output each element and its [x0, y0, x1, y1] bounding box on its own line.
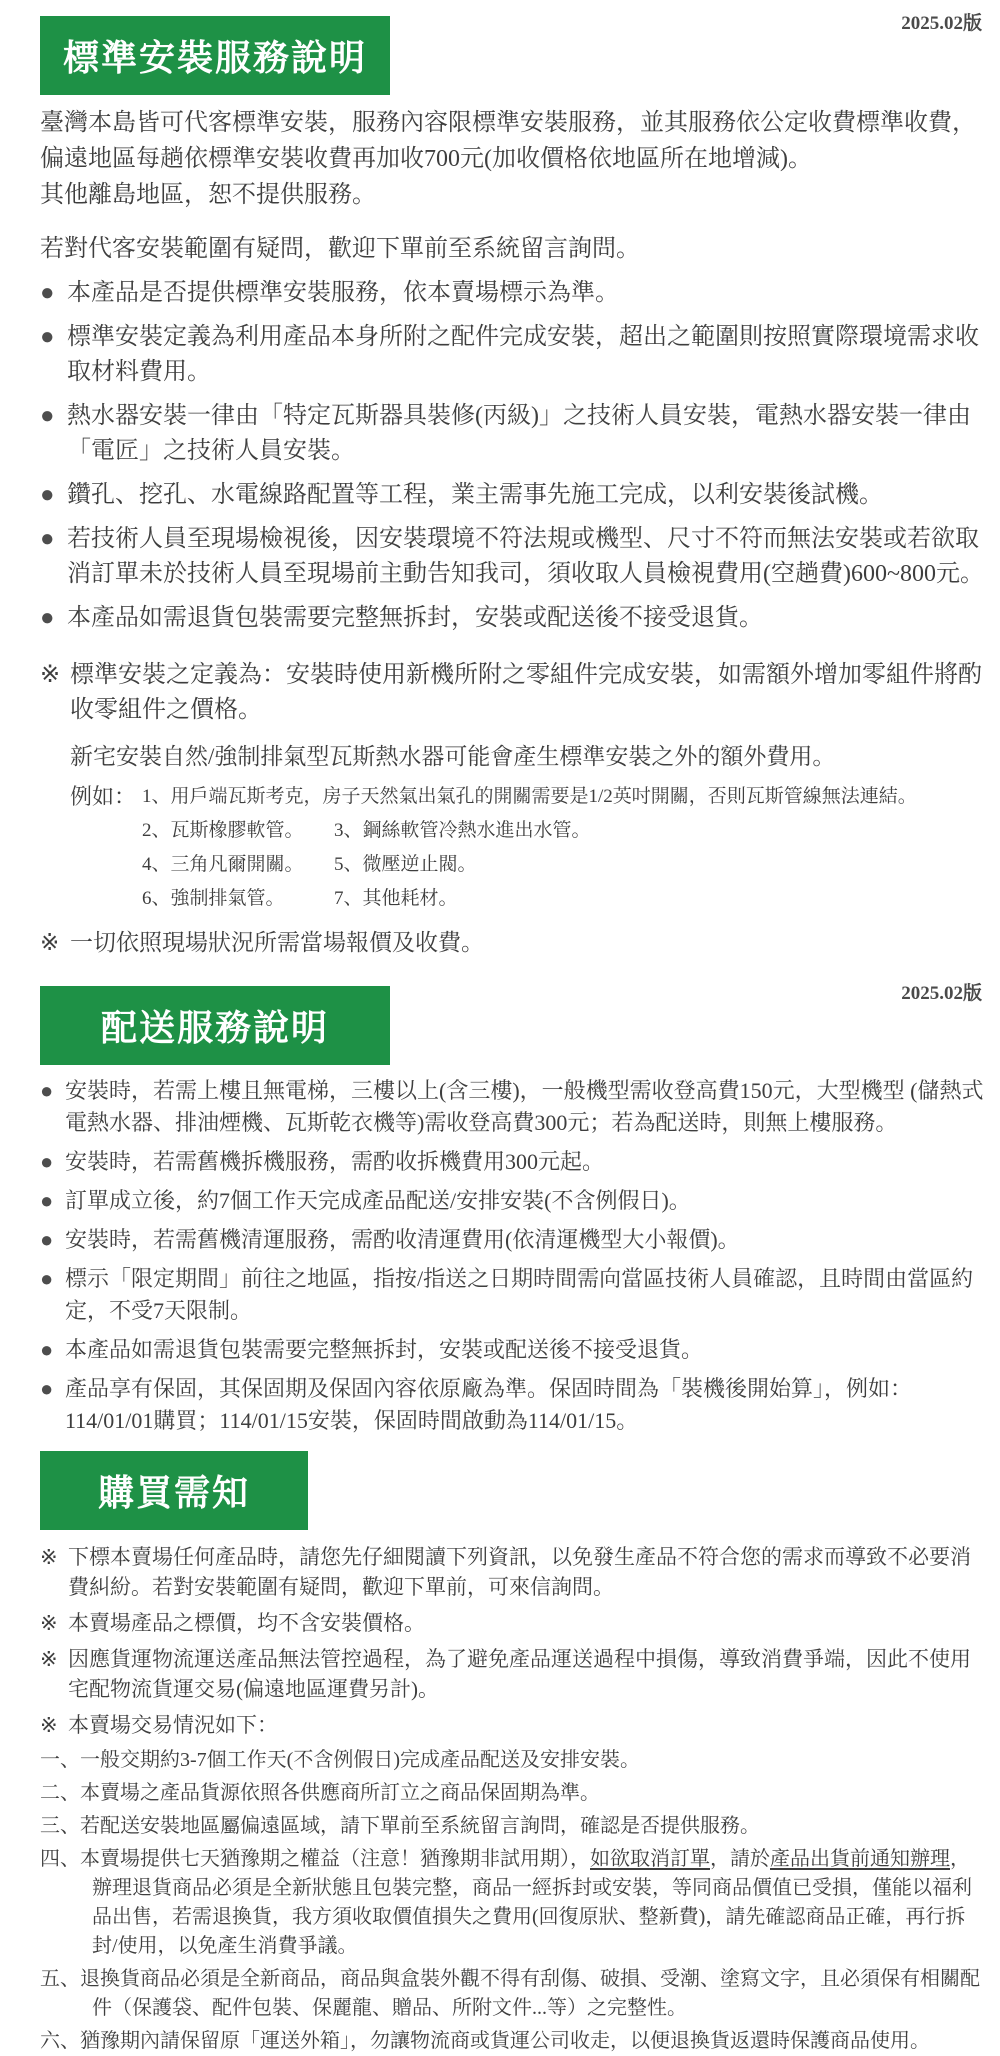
- list-item: [40, 1224, 986, 1256]
- item4-underlined-notify-before-ship: 產品出貨前通知辦理: [770, 1848, 950, 1870]
- section1-intro: [40, 105, 986, 213]
- numbered-item-5: 五、退換貨商品必須是全新商品，商品與盒裝外觀不得有刮傷、破損、受潮、塗寫文字，且必須保有相關配件（保護袋、配件包裝、保麗龍、贈品、所附文件...等）之完整性。: [40, 1968, 980, 2019]
- list-item: [40, 1075, 986, 1139]
- numbered-item-3: 三、若配送安裝地區屬偏遠區域，請下單前至系統留言詢問，確認是否提供服務。: [40, 1815, 760, 1837]
- bullet-text: 產品享有保固，其保固期及保固內容依原廠為準。保固時間為「裝機後開始算」，例如：114/01/01購買；114/01/15安裝，保固時間啟動為114/01/15。: [65, 1376, 913, 1433]
- list-item: [40, 478, 986, 513]
- numbered-item-1: 一、一般交期約3-7個工作天(不含例假日)完成產品配送及安排安裝。: [40, 1749, 640, 1771]
- bullet-icon: ●: [40, 280, 55, 306]
- bullet-text: 標準安裝定義為利用產品本身所附之配件完成安裝，超出之範圍則按照實際環境需求收取材料費用。: [67, 324, 979, 385]
- bullet-text: 本產品如需退貨包裝需要完整無拆封，安裝或配送後不接受退貨。: [67, 605, 763, 631]
- section2-bullet-list: [40, 1075, 986, 1437]
- bullet-text: 若技術人員至現場檢視後，因安裝環境不符法規或機型、尺寸不符而無法安裝或若欲取消訂單未於技術人員至現場前主動告知我司，須收取人員檢視費用(空趟費)600~800元。: [67, 526, 984, 587]
- example-item-1: 1、用戶端瓦斯考克，房子天然氣出氣孔的開關需要是1/2英吋開關，否則瓦斯管線無法連結。: [142, 786, 917, 807]
- list-item: [40, 1608, 986, 1638]
- bullet-icon: ●: [40, 324, 55, 350]
- bullet-icon: ●: [40, 403, 55, 429]
- example-item-4: 4、三角凡爾開關。: [142, 854, 304, 875]
- note-mark-icon: ※: [40, 1647, 58, 1671]
- section3-note-list: [40, 1542, 986, 1740]
- note-mark-icon: ※: [40, 1713, 58, 1737]
- note-text: 因應貨運物流運送產品無法管控過程，為了避免產品運送過程中損傷，導致消費爭端，因此不使用宅配物流貨運交易(偏遠地區運費另計)。: [68, 1647, 971, 1701]
- bullet-text: 鑽孔、挖孔、水電線路配置等工程，業主需事先施工完成，以利安裝後試機。: [67, 482, 883, 508]
- section3: [40, 1451, 986, 2056]
- example-item-2: 2、瓦斯橡膠軟管。: [142, 820, 304, 841]
- section1-bullet-list: [40, 276, 986, 636]
- section1-title: 標準安裝服務說明: [40, 16, 390, 95]
- section2-header: [40, 983, 986, 1065]
- note-mark-icon: ※: [40, 662, 61, 688]
- list-item: [40, 1644, 986, 1704]
- list-item: [40, 1542, 986, 1602]
- list-item: [40, 1710, 986, 1740]
- bullet-text: 安裝時，若需舊機拆機服務，需酌收拆機費用300元起。: [65, 1149, 605, 1174]
- bullet-text: 安裝時，若需舊機清運服務，需酌收清運費用(依清運機型大小報價)。: [65, 1227, 740, 1252]
- examples-block: [70, 782, 986, 914]
- list-item: [40, 1146, 986, 1178]
- bullet-icon: ●: [40, 1188, 54, 1213]
- bullet-text: 訂單成立後，約7個工作天完成產品配送/安排安裝(不含例假日)。: [65, 1188, 691, 1213]
- note-text: 一切依照現場狀況所需當場報價及收費。: [70, 930, 484, 955]
- numbered-item-6: 六、猶豫期內請保留原「運送外箱」，勿讓物流商或貨運公司收走，以便退換貨返還時保護商品使用。: [40, 2030, 930, 2052]
- bullet-text: 標示「限定期間」前往之地區，指按/指送之日期時間需向當區技術人員確認，且時間由當區約定，不受7天限制。: [65, 1266, 974, 1323]
- example-item-6: 6、強制排氣管。: [142, 888, 285, 909]
- note-newhouse: 新宅安裝自然/強制排氣型瓦斯熱水器可能會產生標準安裝之外的額外費用。: [70, 744, 836, 769]
- item4-text: 四、本賣場提供七天猶豫期之權益（注意！猶豫期非試用期），: [40, 1848, 590, 1870]
- example-item-5: 5、微壓逆止閥。: [334, 854, 477, 875]
- note-definition: [40, 658, 986, 728]
- item4-text: ，請於: [710, 1848, 770, 1870]
- item4-text: ，辦理退貨商品必須是全新狀態且包裝完整，商品一經拆封或安裝，等同商品價值已受損，僅能以福利品出售，若需退換貨，我方須收取價值損失之費用(回復原狀、整新費)，請先確認商品正確，再行拆封/使用，以免產生消費爭議。: [92, 1848, 972, 1957]
- bullet-icon: ●: [40, 526, 55, 552]
- bullet-icon: ●: [40, 1149, 54, 1174]
- section3-title: 購買需知: [40, 1451, 308, 1530]
- section2-version-label: 2025.02版: [901, 983, 982, 1004]
- section1-version-label: 2025.02版: [901, 13, 982, 34]
- note-text: 本賣場交易情況如下：: [68, 1713, 278, 1737]
- bullet-icon: ●: [40, 1376, 54, 1401]
- section1-header: [40, 13, 986, 95]
- list-item: [40, 320, 986, 390]
- section3-numbered-list: [40, 1746, 986, 2056]
- section2: [40, 983, 986, 1437]
- example-row: [142, 884, 986, 914]
- note-mark-icon: ※: [40, 1611, 58, 1635]
- note-mark-icon: ※: [40, 1545, 58, 1569]
- list-item: [40, 1334, 986, 1366]
- section3-header: [40, 1451, 986, 1530]
- example-grid: [142, 816, 986, 914]
- section2-title: 配送服務說明: [40, 986, 390, 1065]
- bullet-icon: ●: [40, 1266, 54, 1291]
- bullet-icon: ●: [40, 482, 55, 508]
- section1-ask-line: 若對代客安裝範圍有疑問，歡迎下單前至系統留言詢問。: [40, 236, 640, 262]
- list-item: [40, 1373, 986, 1437]
- bullet-text: 本產品如需退貨包裝需要完整無拆封，安裝或配送後不接受退貨。: [65, 1337, 704, 1362]
- example-row: [142, 850, 986, 880]
- numbered-item-4: [40, 1845, 986, 1961]
- note-mark-icon: ※: [40, 930, 60, 955]
- bullet-text: 熱水器安裝一律由「特定瓦斯器具裝修(丙級)」之技術人員安裝，電熱水器安裝一律由「電匠」之技術人員安裝。: [67, 403, 971, 464]
- note-onsite: [40, 926, 986, 960]
- list-item: [40, 522, 986, 592]
- list-item: [40, 276, 986, 311]
- bullet-icon: ●: [40, 605, 55, 631]
- item4-underlined-cancel-order: 如欲取消訂單: [590, 1848, 710, 1870]
- example-item-7: 7、其他耗材。: [334, 888, 458, 909]
- standard-install-note-block: [40, 658, 986, 960]
- example-item-3: 3、鋼絲軟管冷熱水進出水管。: [334, 820, 591, 841]
- numbered-item-2: 二、本賣場之產品貨源依照各供應商所訂立之商品保固期為準。: [40, 1782, 600, 1804]
- bullet-text: 安裝時，若需上樓且無電梯，三樓以上(含三樓)，一般機型需收登高費150元，大型機型 (儲熱式電熱水器、排油煙機、瓦斯乾衣機等)需收登高費300元；若為配送時，則無上樓服務。: [65, 1078, 984, 1135]
- intro-line-2: 其他離島地區，恕不提供服務。: [40, 182, 376, 208]
- list-item: [40, 601, 986, 636]
- example-label: 例如：: [70, 784, 137, 809]
- bullet-icon: ●: [40, 1078, 54, 1103]
- note-text: 標準安裝之定義為：安裝時使用新機所附之零組件完成安裝，如需額外增加零組件將酌收零組件之價格。: [70, 662, 982, 723]
- intro-line-1: 臺灣本島皆可代客標準安裝，服務內容限標準安裝服務，並其服務依公定收費標準收費，偏遠地區每趟依標準安裝收費再加收700元(加收價格依地區所在地增減)。: [40, 110, 976, 172]
- bullet-icon: ●: [40, 1227, 54, 1252]
- example-row: [142, 816, 986, 846]
- list-item: [40, 1185, 986, 1217]
- example-row: [70, 782, 986, 812]
- list-item: [40, 399, 986, 469]
- bullet-icon: ●: [40, 1337, 54, 1362]
- bullet-text: 本產品是否提供標準安裝服務，依本賣場標示為準。: [67, 280, 619, 306]
- list-item: [40, 1263, 986, 1327]
- note-text: 本賣場產品之標價，均不含安裝價格。: [68, 1611, 425, 1635]
- note-text: 下標本賣場任何產品時，請您先仔細閱讀下列資訊，以免發生產品不符合您的需求而導致不必要消費糾紛。若對安裝範圍有疑問，歡迎下單前，可來信詢問。: [68, 1545, 971, 1599]
